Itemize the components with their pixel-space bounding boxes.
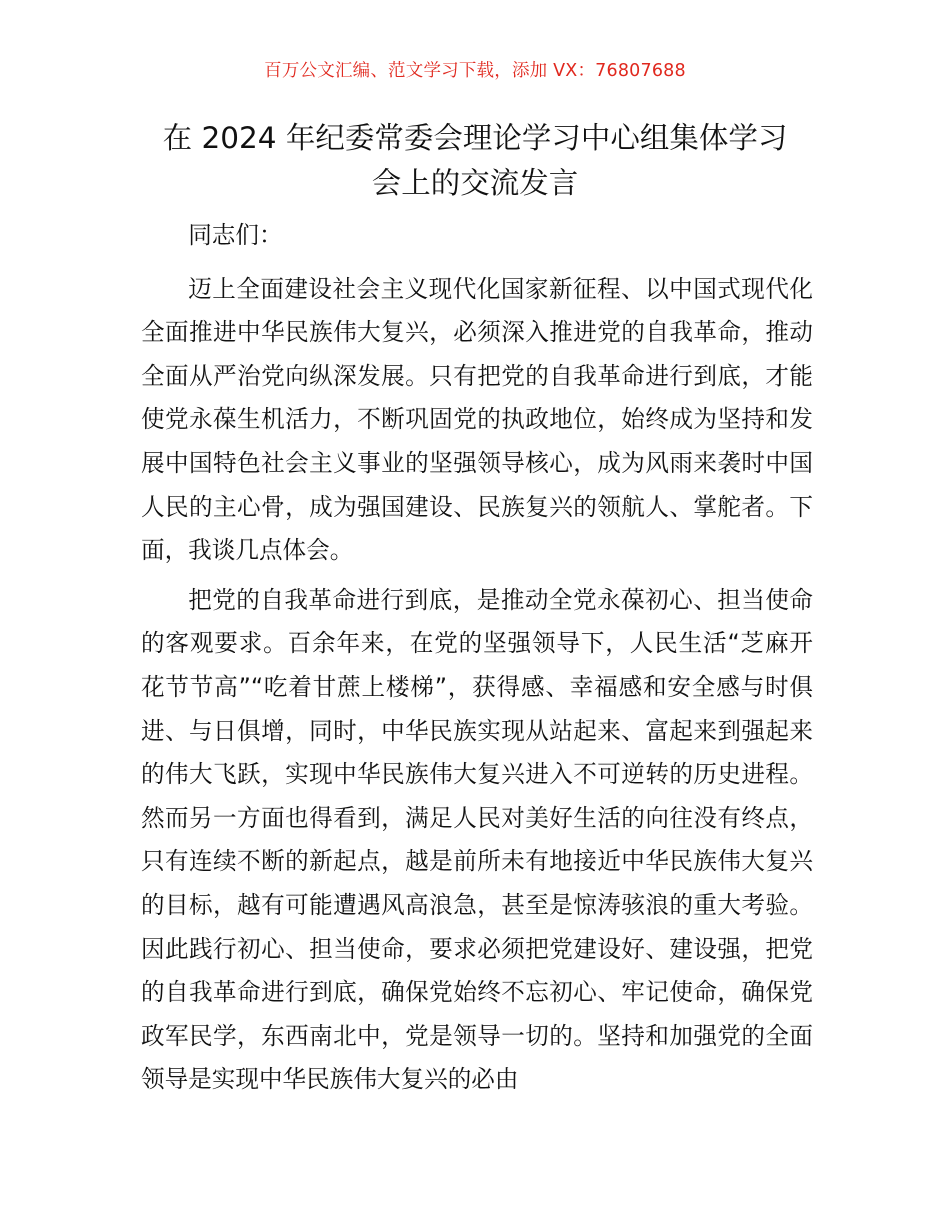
document-title: [120, 116, 830, 206]
paragraph-1: 迈上全面建设社会主义现代化国家新征程、以中国式现代化全面推进中华民族伟大复兴，必须深入推进党的自我革命，推动全面从严治党向纵深发展。只有把党的自我革命进行到底，才能使党永葆生机活力，不断巩固党的执政地位，始终成为坚持和发展中国特色社会主义事业的坚强领导核心，成为风雨来袭时中国人民的主心骨，成为强国建设、民族复兴的领航人、掌舵者。下面，我谈几点体会。: [141, 274, 813, 565]
header-watermark-note: 百万公文汇编、范文学习下载，添加 VX：76807688: [264, 61, 686, 81]
paragraph-2: 把党的自我革命进行到底，是推动全党永葆初心、担当使命的客观要求。百余年来，在党的坚强领导下，人民生活“芝麻开花节节高”“吃着甘蔗上楼梯”，获得感、幸福感和安全感与时俱进、与日俱增，同时，中华民族实现从站起来、富起来到强起来的伟大飞跃，实现中华民族伟大复兴进入不可逆转的历史进程。然而另一方面也得看到，满足人民对美好生活的向往没有终点，只有连续不断的新起点，越是前所未有地接近中华民族伟大复兴的目标，越有可能遭遇风高浪急，甚至是惊涛骇浪的重大考验。因此践行初心、担当使命，要求必须把党建设好、建设强，把党的自我革命进行到底，确保党始终不忘初心、牢记使命，确保党政军民学，东西南北中，党是领导一切的。坚持和加强党的全面领导是实现中华民族伟大复兴的必由: [141, 585, 813, 1094]
title-line-1: 在 2024 年纪委常委会理论学习中心组集体学习: [162, 121, 788, 155]
salutation: 同志们：: [188, 221, 283, 249]
document-body: [141, 214, 813, 1108]
title-line-2: 会上的交流发言: [371, 166, 579, 200]
